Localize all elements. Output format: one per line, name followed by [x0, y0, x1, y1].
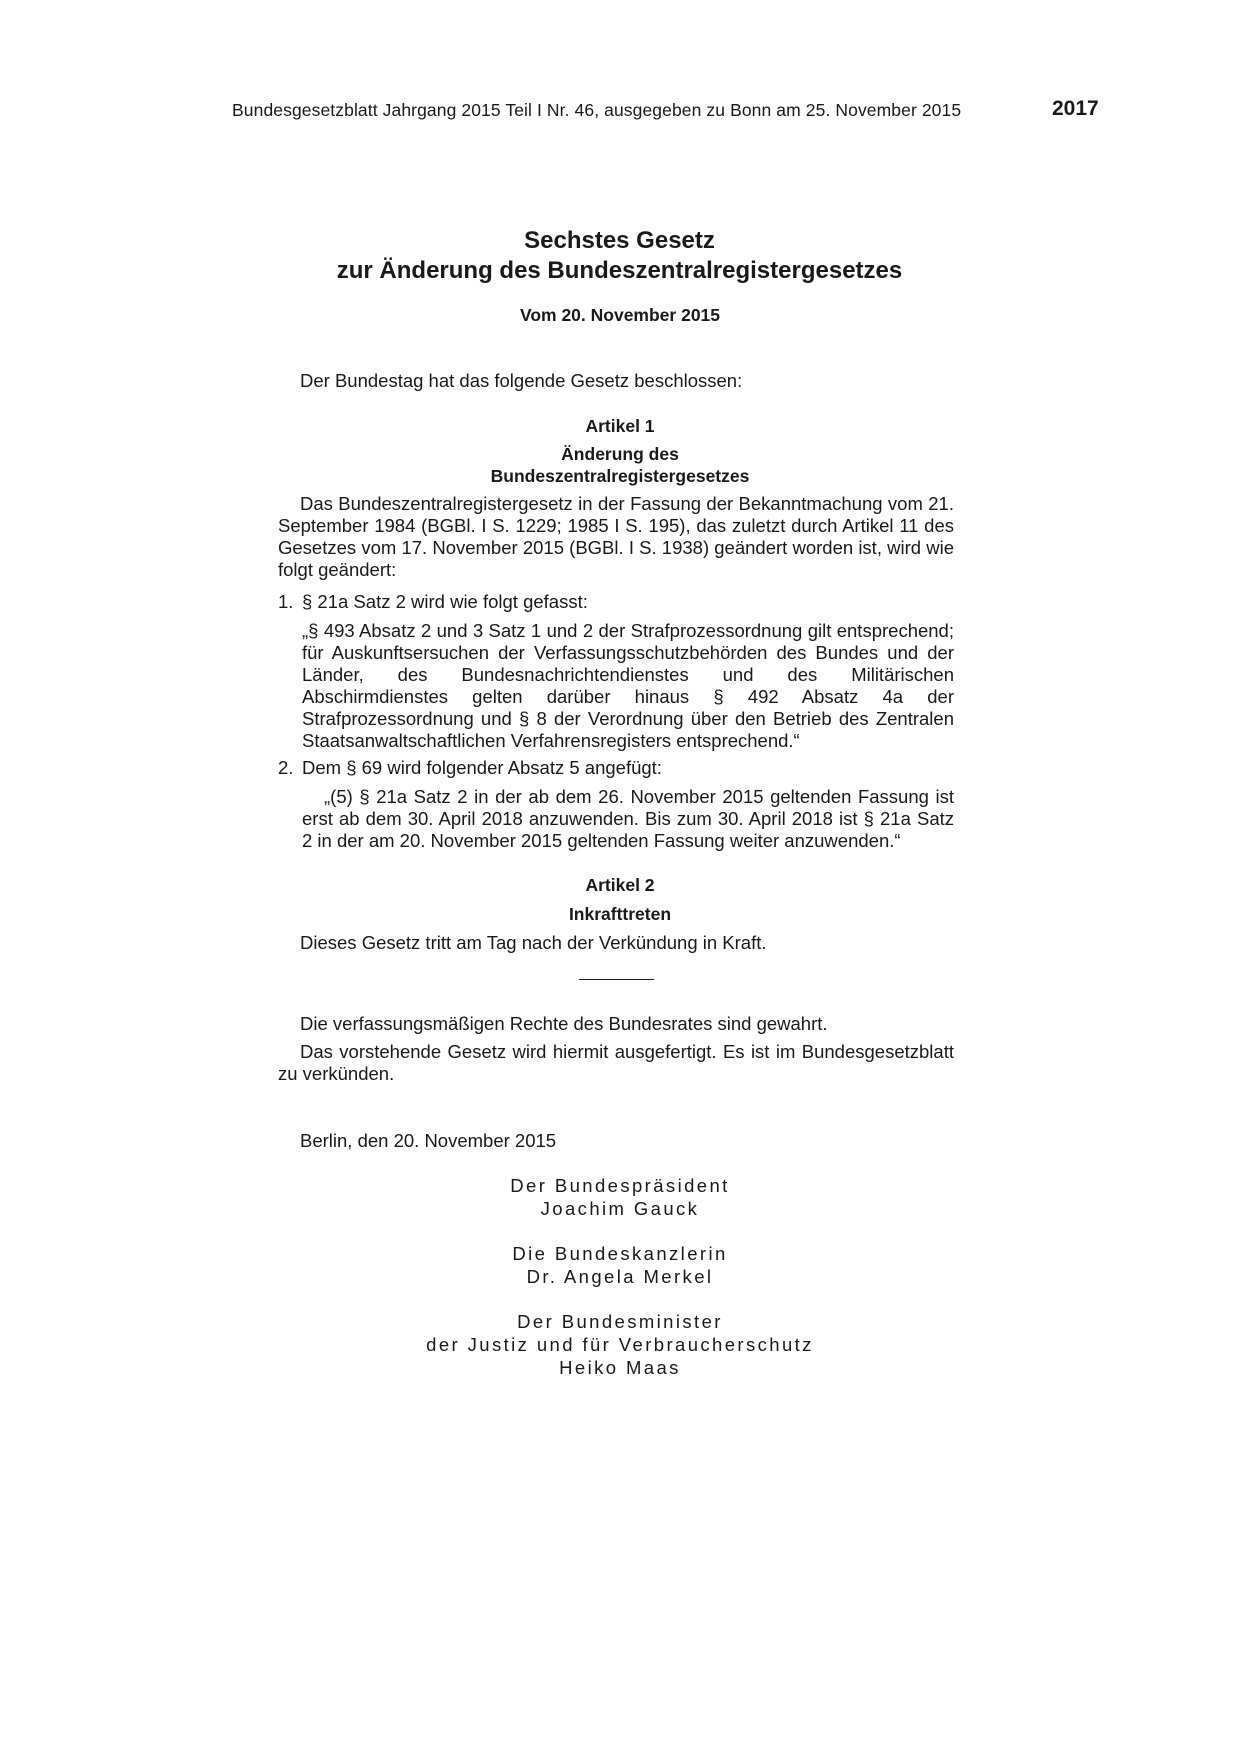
divider-rule — [579, 979, 654, 980]
item-1-quote: „§ 493 Absatz 2 und 3 Satz 1 und 2 der Strafprozessordnung gilt entsprechend; für Auskunftsersuchen der Verfassungsschutzbehörden des Bundes und der Länder, des Bundesnachrichtendienstes und des Militärischen Abschirmdienstes gelten darüber hinaus § 492 Absatz 4a der Strafprozessordnung und § 8 der Verordnung über den Betrieb des Zentralen Staatsanwaltschaftlichen Verfahrensregisters entsprechend.“ — [302, 620, 954, 751]
item-1-number: 1. — [278, 591, 294, 612]
minister-portfolio: der Justiz und für Verbraucherschutz — [426, 1334, 814, 1355]
president-title: Der Bundespräsident — [510, 1175, 730, 1196]
chancellor-title: Die Bundeskanzlerin — [512, 1243, 728, 1264]
preamble: Der Bundestag hat das folgende Gesetz beschlossen: — [300, 370, 743, 391]
page-number: 2017 — [1052, 97, 1099, 120]
minister-title: Der Bundesminister — [517, 1311, 723, 1332]
law-title: Sechstes Gesetz — [524, 227, 715, 254]
president-name: Joachim Gauck — [540, 1198, 700, 1219]
item-2-text: Dem § 69 wird folgender Absatz 5 angefügt: — [302, 757, 662, 778]
chancellor-name: Dr. Angela Merkel — [526, 1266, 714, 1287]
item-1-text: § 21a Satz 2 wird wie folgt gefasst: — [302, 591, 588, 612]
law-date: Vom 20. November 2015 — [519, 305, 721, 325]
article-2-text: Dieses Gesetz tritt am Tag nach der Verkündung in Kraft. — [300, 932, 767, 953]
law-title-subtitle: zur Änderung des Bundeszentralregistergesetzes — [336, 257, 903, 284]
item-2-quote: „(5) § 21a Satz 2 in der ab dem 26. November 2015 geltenden Fassung ist erst ab dem 30. April 2018 anzuwenden. Bis zum 30. April 2018 ist § 21a Satz 2 in der am 20. November 2015 geltenden Fassung weiter anzuwenden.“ — [302, 786, 954, 851]
article-2-subheading: Inkrafttreten — [568, 904, 672, 924]
bundesrat-rights: Die verfassungsmäßigen Rechte des Bundesrates sind gewahrt. — [300, 1013, 828, 1034]
minister-name: Heiko Maas — [559, 1357, 681, 1378]
place-date: Berlin, den 20. November 2015 — [300, 1130, 557, 1151]
article-1-intro: Das Bundeszentralregistergesetz in der Fassung der Bekanntmachung vom 21. September 1984 (BGBl. I S. 1229; 1985 I S. 195), das zuletzt durch Artikel 11 des Gesetzes vom 17. November 2015 (BGBl. I S. 1938) geändert worden ist, wird wie folgt geändert: — [278, 493, 954, 580]
article-1-subheading-2: Bundeszentralregistergesetzes — [490, 466, 750, 486]
gazette-header: Bundesgesetzblatt Jahrgang 2015 Teil I Nr. 46, ausgegeben zu Bonn am 25. November 2015 — [232, 100, 962, 120]
article-2-heading: Artikel 2 — [585, 875, 655, 895]
article-1-subheading: Änderung des — [561, 444, 679, 464]
article-1-heading: Artikel 1 — [585, 416, 655, 436]
item-2-number: 2. — [278, 757, 294, 778]
promulgation-text: Das vorstehende Gesetz wird hiermit ausgefertigt. Es ist im Bundesgesetzblatt zu verkünden. — [278, 1041, 954, 1084]
